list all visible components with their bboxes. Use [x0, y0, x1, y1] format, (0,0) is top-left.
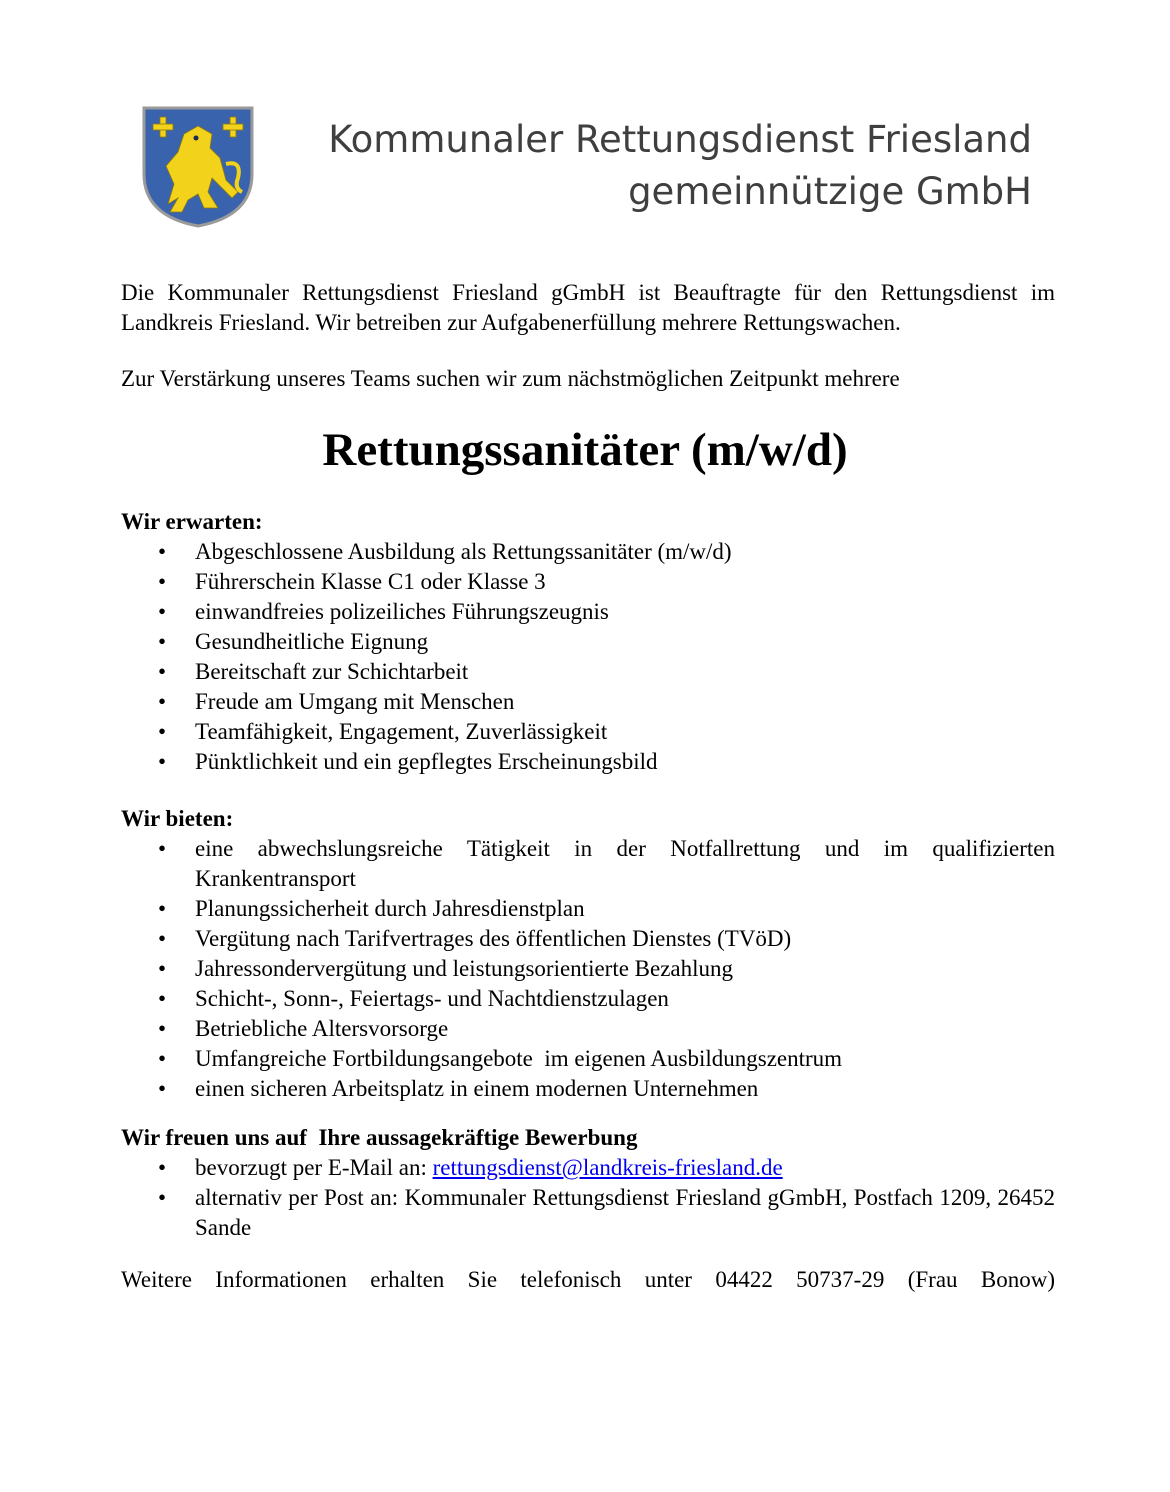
bullet-icon: • [158, 896, 167, 921]
bullet-icon: • [158, 539, 167, 564]
benefits-section [121, 804, 1055, 1104]
intro-paragraph-wrap [121, 278, 1055, 338]
lead-sentence: Zur Verstärkung unseres Teams suchen wir zum nächstmöglichen Zeitpunkt mehrere [121, 366, 900, 391]
list-item: • einwandfreies polizeiliches Führungszeugnis [121, 597, 1055, 627]
list-item: • Jahressondervergütung und leistungsorientierte Bezahlung [121, 954, 1055, 984]
list-item: • Umfangreiche Fortbildungsangebote im eigenen Ausbildungszentrum [121, 1044, 1055, 1074]
list-item: • Vergütung nach Tarifvertrages des öffentlichen Dienstes (TVöD) [121, 924, 1055, 954]
bullet-icon: • [158, 569, 167, 594]
bullet-icon: • [158, 1185, 167, 1210]
list-item: • einen sicheren Arbeitsplatz in einem modernen Unternehmen [121, 1074, 1055, 1104]
application-section [121, 1123, 1055, 1243]
coat-of-arms-lion-icon [138, 104, 258, 230]
list-item [121, 1153, 1055, 1183]
bullet-icon: • [158, 719, 167, 744]
bullet-icon: • [158, 926, 167, 951]
bullet-icon: • [158, 836, 167, 861]
list-item: • Gesundheitliche Eignung [121, 627, 1055, 657]
org-name-line-2: gemeinnützige GmbH [628, 170, 1032, 213]
bullet-icon: • [158, 986, 167, 1011]
bullet-icon: • [158, 1155, 167, 1180]
bullet-icon: • [158, 599, 167, 624]
bullet-icon: • [158, 749, 167, 774]
list-item: • Pünktlichkeit und ein gepflegtes Erscheinungsbild [121, 747, 1055, 777]
list-item: • Schicht-, Sonn-, Feiertags- und Nachtdienstzulagen [121, 984, 1055, 1014]
list-item: • Abgeschlossene Ausbildung als Rettungssanitäter (m/w/d) [121, 537, 1055, 567]
list-item: • eine abwechslungsreiche Tätigkeit in der Notfallrettung und im qualifizierten Krankentransport [158, 836, 1055, 891]
benefits-heading: Wir bieten: [121, 806, 234, 831]
intro-paragraph: Die Kommunaler Rettungsdienst Friesland gGmbH ist Beauftragte für den Rettungsdienst im Landkreis Friesland. Wir betreiben zur Aufgabenerfüllung mehrere Rettungswachen. [121, 280, 1055, 335]
job-title: Rettungssanitäter (m/w/d) [322, 424, 848, 476]
application-list [121, 1153, 1055, 1243]
list-item: • Bereitschaft zur Schichtarbeit [121, 657, 1055, 687]
bullet-icon: • [158, 1016, 167, 1041]
org-name-line-1: Kommunaler Rettungsdienst Friesland [328, 118, 1032, 161]
application-heading: Wir freuen uns auf Ihre aussagekräftige Bewerbung [121, 1125, 638, 1150]
email-label: bevorzugt per E-Mail an: [195, 1155, 433, 1180]
bullet-icon: • [158, 1076, 167, 1101]
list-item: • Teamfähigkeit, Engagement, Zuverlässigkeit [121, 717, 1055, 747]
expectations-section [121, 507, 1055, 777]
bullet-icon: • [158, 1046, 167, 1071]
list-item: • Freude am Umgang mit Menschen [121, 687, 1055, 717]
contact-info: Weitere Informationen erhalten Sie telefonisch unter 04422 50737-29 (Frau Bonow) [121, 1267, 1055, 1292]
list-item: • Betriebliche Altersvorsorge [121, 1014, 1055, 1044]
expectations-list [121, 537, 1055, 777]
benefits-list [121, 834, 1055, 1104]
bullet-icon: • [158, 956, 167, 981]
postal-address: alternativ per Post an: Kommunaler Rettungsdienst Friesland gGmbH, Postfach 1209, 26452 Sande [195, 1185, 1055, 1240]
email-link[interactable]: rettungsdienst@landkreis-friesland.de [432, 1155, 783, 1180]
bullet-icon: • [158, 629, 167, 654]
list-item: • Planungssicherheit durch Jahresdienstplan [121, 894, 1055, 924]
bullet-icon: • [158, 659, 167, 684]
list-item: • Führerschein Klasse C1 oder Klasse 3 [121, 567, 1055, 597]
bullet-icon: • [158, 689, 167, 714]
list-item [121, 1183, 1055, 1243]
expectations-heading: Wir erwarten: [121, 509, 263, 534]
